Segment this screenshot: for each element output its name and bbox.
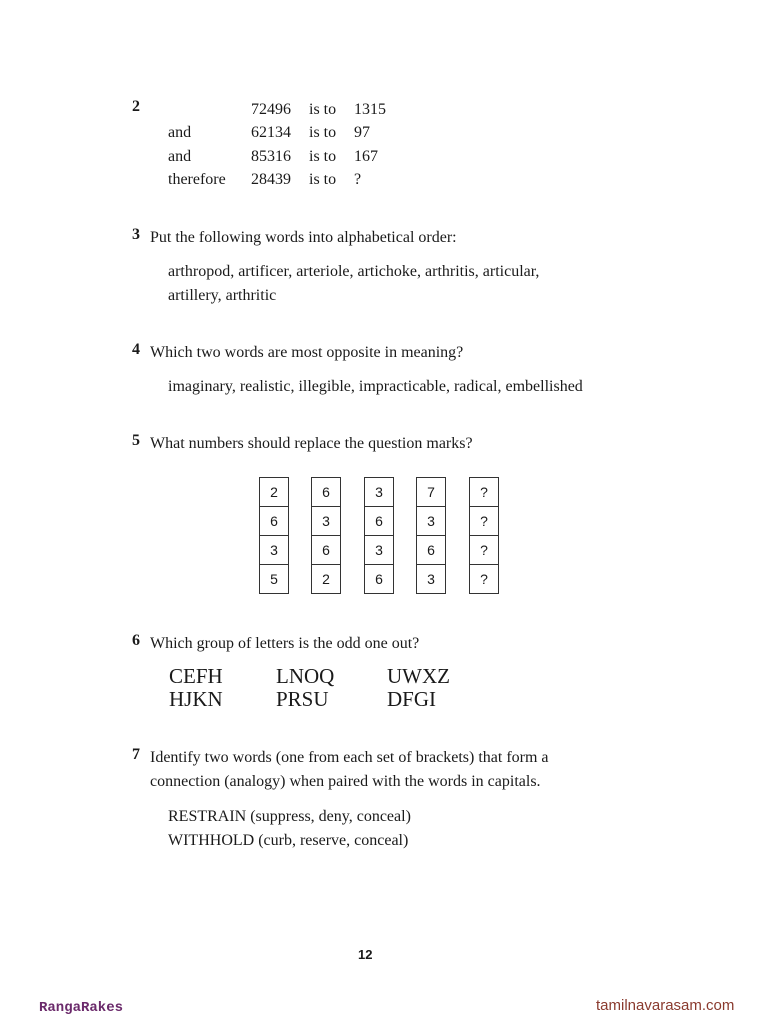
q2-relation: is to bbox=[309, 148, 337, 165]
q2-result: 1315 bbox=[354, 101, 386, 118]
question-prompt: Put the following words into alphabetical order: bbox=[150, 229, 457, 246]
q2-relation: is to bbox=[309, 171, 337, 188]
question-prompt: connection (analogy) when paired with the words in capitals. bbox=[150, 773, 541, 790]
question-prompt: Which group of letters is the odd one out? bbox=[150, 635, 420, 652]
question-number: 7 bbox=[132, 746, 140, 763]
letter-group: PRSU bbox=[276, 687, 329, 711]
grid-cell: 6 bbox=[311, 477, 341, 507]
letter-group: HJKN bbox=[169, 687, 223, 711]
q2-relation: is to bbox=[309, 124, 337, 141]
q2-number: 62134 bbox=[251, 124, 291, 141]
grid-cell: 2 bbox=[311, 564, 341, 594]
grid-column bbox=[259, 477, 289, 594]
watermark-right: tamilnavarasam.com bbox=[596, 997, 735, 1014]
question-number: 3 bbox=[132, 226, 140, 243]
grid-cell: 6 bbox=[259, 506, 289, 536]
grid-column bbox=[416, 477, 446, 594]
letter-group: CEFH bbox=[169, 664, 223, 688]
grid-cell: 3 bbox=[259, 535, 289, 565]
q2-number: 28439 bbox=[251, 171, 291, 188]
question-number: 5 bbox=[132, 432, 140, 449]
grid-cell: 5 bbox=[259, 564, 289, 594]
q2-relation: is to bbox=[309, 101, 337, 118]
q2-lead: therefore bbox=[168, 171, 226, 188]
question-number: 6 bbox=[132, 632, 140, 649]
q2-result: ? bbox=[354, 171, 362, 188]
word-list-line: arthropod, artificer, arteriole, artichoke, arthritis, articular, bbox=[168, 263, 540, 280]
question-prompt: Identify two words (one from each set of brackets) that form a bbox=[150, 749, 549, 766]
grid-cell: 3 bbox=[416, 564, 446, 594]
letter-group: LNOQ bbox=[276, 664, 335, 688]
q2-number: 85316 bbox=[251, 148, 291, 165]
question-number: 4 bbox=[132, 341, 140, 358]
word-list-line: artillery, arthritic bbox=[168, 287, 277, 304]
grid-cell: 3 bbox=[364, 535, 394, 565]
q2-result: 97 bbox=[354, 124, 370, 141]
grid-cell: ? bbox=[469, 477, 499, 507]
letter-group: DFGI bbox=[387, 687, 437, 711]
page-number: 12 bbox=[358, 947, 373, 962]
grid-column bbox=[364, 477, 394, 594]
grid-cell: 6 bbox=[364, 564, 394, 594]
q2-result: 167 bbox=[354, 148, 378, 165]
grid-cell: 6 bbox=[311, 535, 341, 565]
grid-cell: ? bbox=[469, 535, 499, 565]
grid-cell: ? bbox=[469, 506, 499, 536]
grid-cell: 2 bbox=[259, 477, 289, 507]
grid-cell: 6 bbox=[416, 535, 446, 565]
letter-group: UWXZ bbox=[387, 664, 450, 688]
grid-cell: 3 bbox=[364, 477, 394, 507]
q2-lead: and bbox=[168, 124, 192, 141]
question-prompt: What numbers should replace the question marks? bbox=[150, 435, 473, 452]
grid-cell: 3 bbox=[416, 506, 446, 536]
analogy-line: WITHHOLD (curb, reserve, conceal) bbox=[168, 832, 409, 849]
grid-cell: ? bbox=[469, 564, 499, 594]
analogy-line: RESTRAIN (suppress, deny, conceal) bbox=[168, 808, 411, 825]
question-number: 2 bbox=[132, 98, 140, 115]
grid-column bbox=[311, 477, 341, 594]
grid-cell: 7 bbox=[416, 477, 446, 507]
q2-lead: and bbox=[168, 148, 192, 165]
grid-column bbox=[469, 477, 499, 594]
word-list-line: imaginary, realistic, illegible, impracticable, radical, embellished bbox=[168, 378, 583, 395]
watermark-left: RangaRakes bbox=[39, 1000, 124, 1016]
q2-number: 72496 bbox=[251, 101, 291, 118]
grid-cell: 6 bbox=[364, 506, 394, 536]
grid-cell: 3 bbox=[311, 506, 341, 536]
question-prompt: Which two words are most opposite in meaning? bbox=[150, 344, 464, 361]
